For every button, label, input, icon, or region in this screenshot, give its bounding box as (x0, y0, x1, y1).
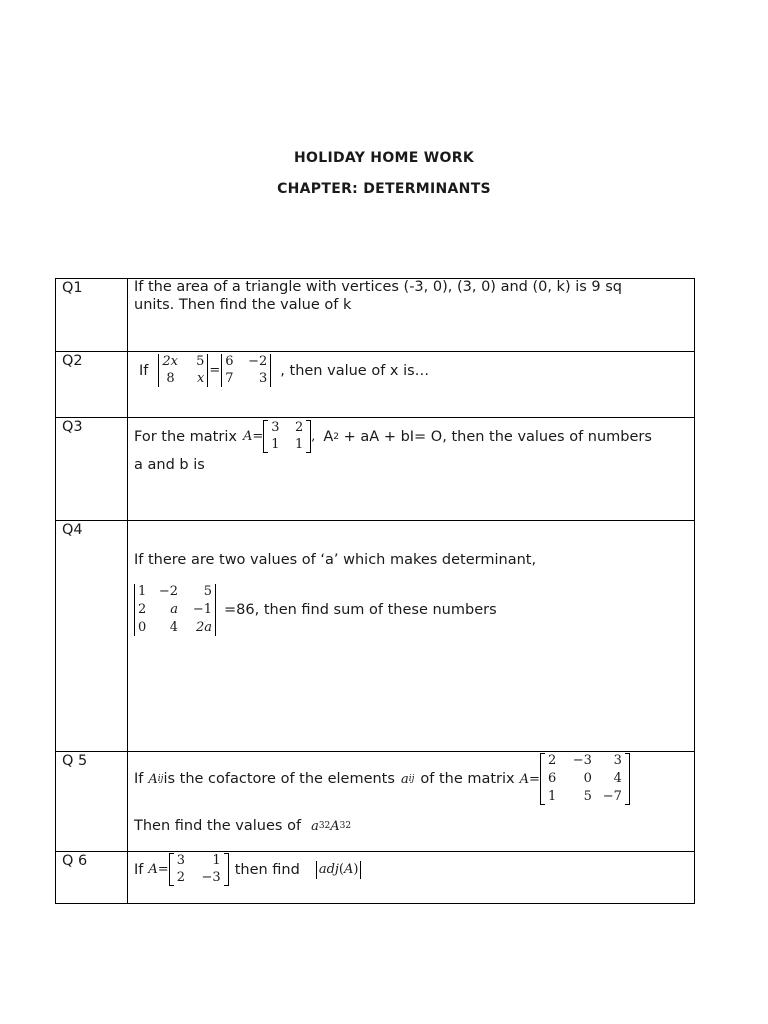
question-number: Q 5 (56, 752, 128, 852)
chapter-title: CHAPTER: DETERMINANTS (277, 181, 491, 197)
question-row (56, 521, 695, 752)
q1-line2: units. Then find the value of k (134, 297, 352, 313)
q4-line1: If there are two values of ‘a’ which makes determinant, (134, 552, 537, 568)
q6-adj-determinant: adj(A) (316, 861, 362, 879)
question-number: Q4 (56, 521, 128, 752)
page-title: HOLIDAY HOME WORK (294, 150, 474, 166)
q4-suffix: =86, then find sum of these numbers (224, 602, 497, 618)
q6-expression: If A = 3 1 2 −3 then find adj(A) (134, 853, 361, 886)
question-content (128, 352, 695, 418)
question-row (56, 352, 695, 418)
q5-expression: If A ij is the cofactore of the elements a ij of the matrix A = 2 −3 3 6 0 4 1 5 −7 (134, 753, 630, 805)
q5-matrix: 2 −3 3 6 0 4 1 5 −7 (540, 753, 630, 805)
q2-prefix: If (139, 362, 149, 379)
questions-table (55, 278, 695, 904)
q6-matrix: 3 1 2 −3 (169, 853, 229, 886)
question-row (56, 418, 695, 521)
question-content (128, 418, 695, 521)
q3-matrix: 3 2 1 1 (263, 420, 311, 453)
question-number: Q2 (56, 352, 128, 418)
q3-expression: For the matrix A = 3 2 1 1 , A 2 + aA + bI= O, then the values of numbers (134, 420, 652, 452)
q2-determinant-left: 2x 5 8 x (158, 354, 208, 387)
question-number: Q1 (56, 279, 128, 352)
question-row (56, 279, 695, 352)
question-content (128, 852, 695, 904)
q5-line2: Then find the values of a 32 A 32 (134, 818, 352, 834)
q3-line2: a and b is (134, 457, 205, 473)
q2-suffix: , then value of x is… (280, 362, 430, 379)
q2-determinant-right: 6 −2 7 3 (221, 354, 271, 387)
q4-expression (134, 584, 497, 636)
question-number: Q 6 (56, 852, 128, 904)
question-content (128, 521, 695, 752)
question-row (56, 852, 695, 904)
question-content (128, 279, 695, 352)
q4-determinant: 1 −2 5 2 a −1 0 4 2a (134, 584, 216, 636)
question-row (56, 752, 695, 852)
question-number: Q3 (56, 418, 128, 521)
question-content (128, 752, 695, 852)
q2-expression: If 2x 5 8 x = 6 −2 7 3 , then value of x is… (139, 354, 430, 386)
q1-line1: If the area of a triangle with vertices (-3, 0), (3, 0) and (0, k) is 9 sq (134, 279, 623, 295)
